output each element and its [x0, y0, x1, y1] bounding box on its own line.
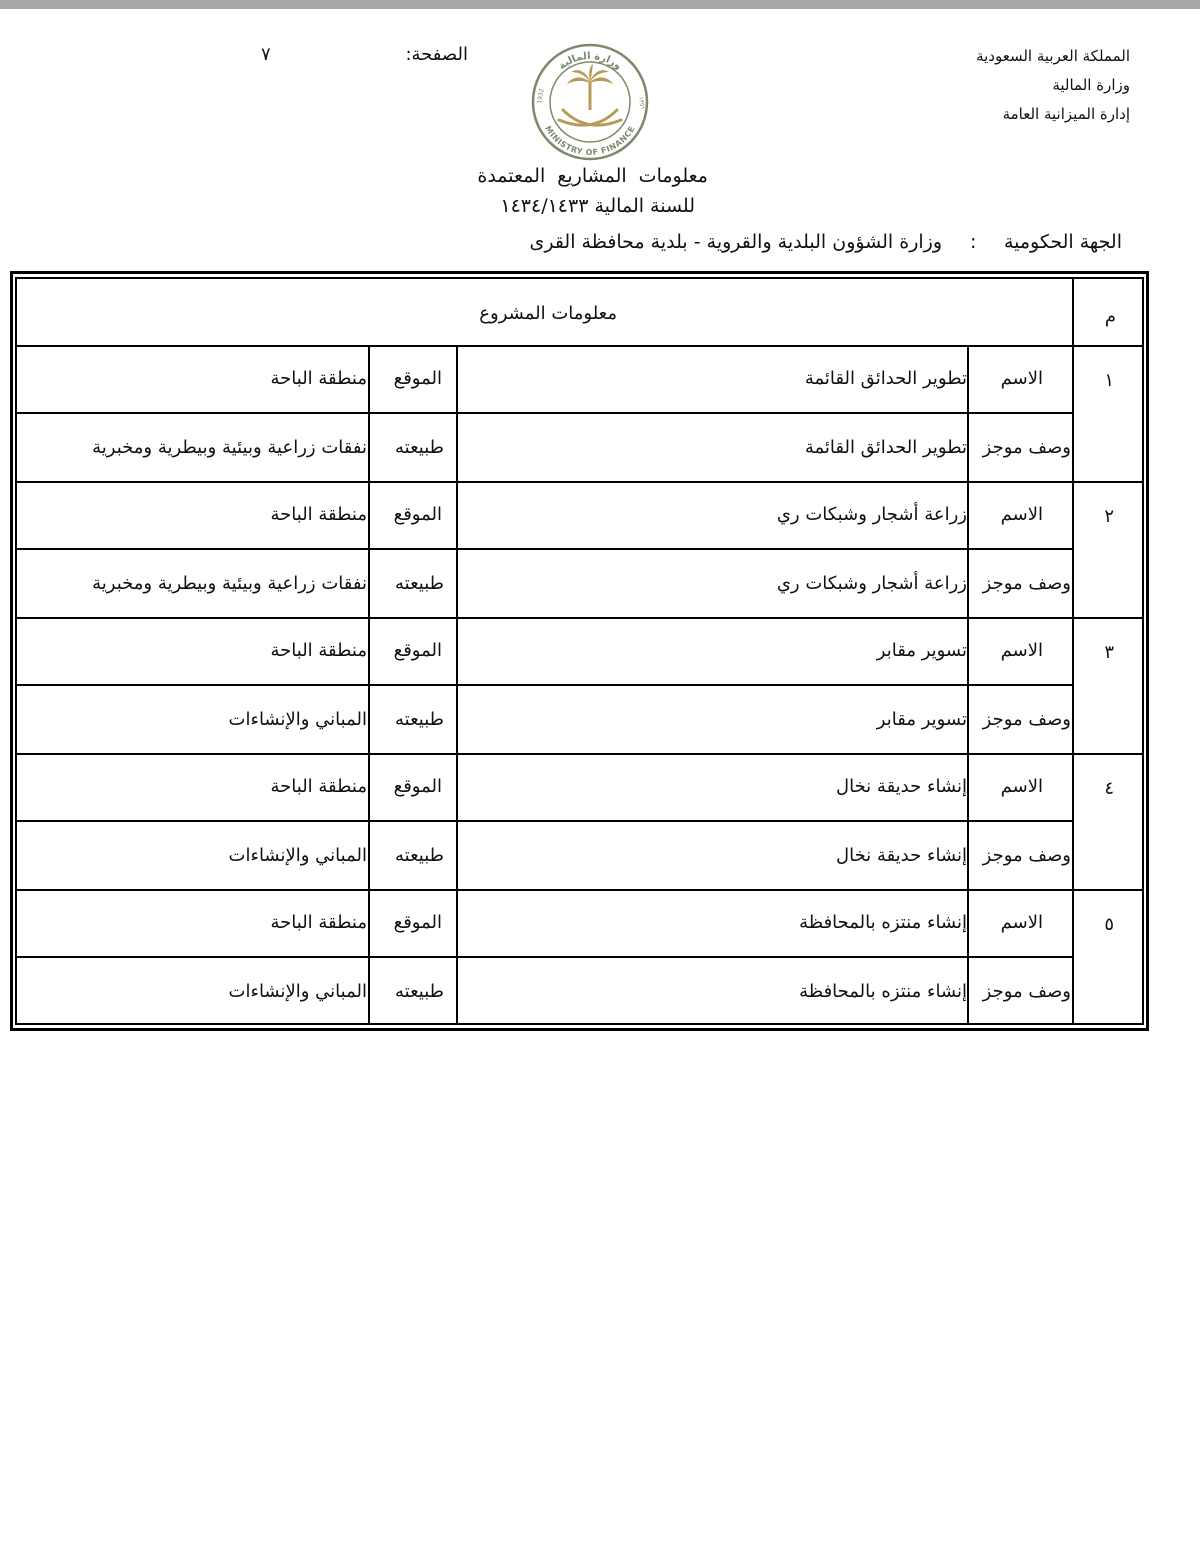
page-number: ٧ — [261, 44, 271, 65]
subrow-divider — [17, 412, 1073, 414]
nature-label: طبيعته — [395, 573, 444, 594]
project-location: منطقة الباحة — [270, 368, 367, 389]
row-number: ٣ — [1104, 642, 1114, 663]
entity-colon: : — [970, 231, 977, 253]
row-divider — [17, 617, 1142, 619]
value-column-divider — [456, 889, 458, 1025]
row-number: ٤ — [1104, 778, 1114, 799]
svg-text:MINISTRY OF FINANCE — [543, 124, 637, 157]
document-title: معلومات المشاريع المعتمدة — [477, 165, 708, 187]
project-brief: زراعة أشجار وشبكات ري — [776, 573, 967, 594]
value-column-divider — [456, 753, 458, 889]
label2-column-divider — [368, 617, 370, 753]
project-nature: نفقات زراعية وبيئية وبيطرية ومخبرية — [92, 437, 367, 458]
location-label: الموقع — [393, 368, 442, 389]
label2-column-divider — [368, 345, 370, 481]
label2-column-divider — [368, 753, 370, 889]
nature-label: طبيعته — [395, 981, 444, 1002]
project-name: زراعة أشجار وشبكات ري — [776, 504, 967, 525]
name-label: الاسم — [1000, 776, 1043, 797]
label-column-divider — [967, 481, 969, 617]
project-location: منطقة الباحة — [270, 640, 367, 661]
header-row-divider — [17, 345, 1142, 347]
row-number: ١ — [1104, 370, 1114, 391]
value-column-divider — [456, 345, 458, 481]
project-location: منطقة الباحة — [270, 912, 367, 933]
top-gray-bar — [0, 0, 1200, 9]
subrow-divider — [17, 956, 1073, 958]
row-divider — [17, 889, 1142, 891]
crossed-swords-icon — [559, 110, 621, 125]
project-location: منطقة الباحة — [270, 504, 367, 525]
subrow-divider — [17, 548, 1073, 550]
page-label: الصفحة: — [405, 44, 468, 65]
location-label: الموقع — [393, 776, 442, 797]
seal-bottom-text: MINISTRY OF FINANCE — [543, 124, 637, 158]
location-label: الموقع — [393, 912, 442, 933]
label-column-divider — [967, 753, 969, 889]
projects-table — [15, 277, 1144, 1025]
value-column-divider — [456, 617, 458, 753]
project-nature: نفقات زراعية وبيئية وبيطرية ومخبرية — [92, 573, 367, 594]
label2-column-divider — [368, 889, 370, 1025]
brief-label: وصف موجز — [982, 981, 1071, 1002]
nature-label: طبيعته — [395, 437, 444, 458]
seal-year-right: ١٣٥١ — [637, 96, 647, 111]
nature-label: طبيعته — [395, 845, 444, 866]
project-name: إنشاء حديقة نخال — [836, 776, 967, 797]
project-nature: المباني والإنشاءات — [228, 709, 367, 730]
department-name: إدارة الميزانية العامة — [1002, 105, 1130, 123]
brief-label: وصف موجز — [982, 437, 1071, 458]
label-column-divider — [967, 345, 969, 481]
kingdom-name: المملكة العربية السعودية — [976, 47, 1130, 65]
entity-label: الجهة الحكومية — [1003, 231, 1122, 253]
entity-value: وزارة الشؤون البلدية والقروية - بلدية محافظة القرى — [529, 231, 942, 253]
name-label: الاسم — [1000, 640, 1043, 661]
fiscal-year: للسنة المالية ١٤٣٤/١٤٣٣ — [500, 195, 695, 217]
issuer-block — [976, 42, 1130, 129]
project-nature: المباني والإنشاءات — [228, 981, 367, 1002]
value-column-divider — [456, 481, 458, 617]
label2-column-divider — [368, 481, 370, 617]
name-label: الاسم — [1000, 504, 1043, 525]
row-number: ٥ — [1104, 914, 1114, 935]
row-number: ٢ — [1104, 506, 1114, 527]
palm-icon — [567, 64, 613, 110]
seal-year-left: 1932 — [536, 88, 546, 105]
project-brief: تسوير مقابر — [876, 709, 967, 730]
project-name: إنشاء منتزه بالمحافظة — [799, 912, 967, 933]
subrow-divider — [17, 820, 1073, 822]
brief-label: وصف موجز — [982, 845, 1071, 866]
header-project-info: معلومات المشروع — [479, 303, 617, 324]
location-label: الموقع — [393, 640, 442, 661]
number-column-divider — [1072, 279, 1074, 1023]
project-brief: إنشاء حديقة نخال — [836, 845, 967, 866]
name-label: الاسم — [1000, 368, 1043, 389]
header-number: م — [1104, 306, 1116, 327]
row-divider — [17, 753, 1142, 755]
ministry-seal-logo — [525, 42, 655, 162]
subrow-divider — [17, 684, 1073, 686]
nature-label: طبيعته — [395, 709, 444, 730]
name-label: الاسم — [1000, 912, 1043, 933]
project-nature: المباني والإنشاءات — [228, 845, 367, 866]
project-brief: إنشاء منتزه بالمحافظة — [799, 981, 967, 1002]
project-location: منطقة الباحة — [270, 776, 367, 797]
brief-label: وصف موجز — [982, 573, 1071, 594]
project-brief: تطوير الحدائق القائمة — [804, 437, 967, 458]
ministry-name: وزارة المالية — [1052, 76, 1130, 94]
label-column-divider — [967, 889, 969, 1025]
label-column-divider — [967, 617, 969, 753]
seal-top-text: وزارة المالية — [556, 50, 624, 73]
project-name: تطوير الحدائق القائمة — [804, 368, 967, 389]
row-divider — [17, 481, 1142, 483]
brief-label: وصف موجز — [982, 709, 1071, 730]
project-name: تسوير مقابر — [876, 640, 967, 661]
location-label: الموقع — [393, 504, 442, 525]
